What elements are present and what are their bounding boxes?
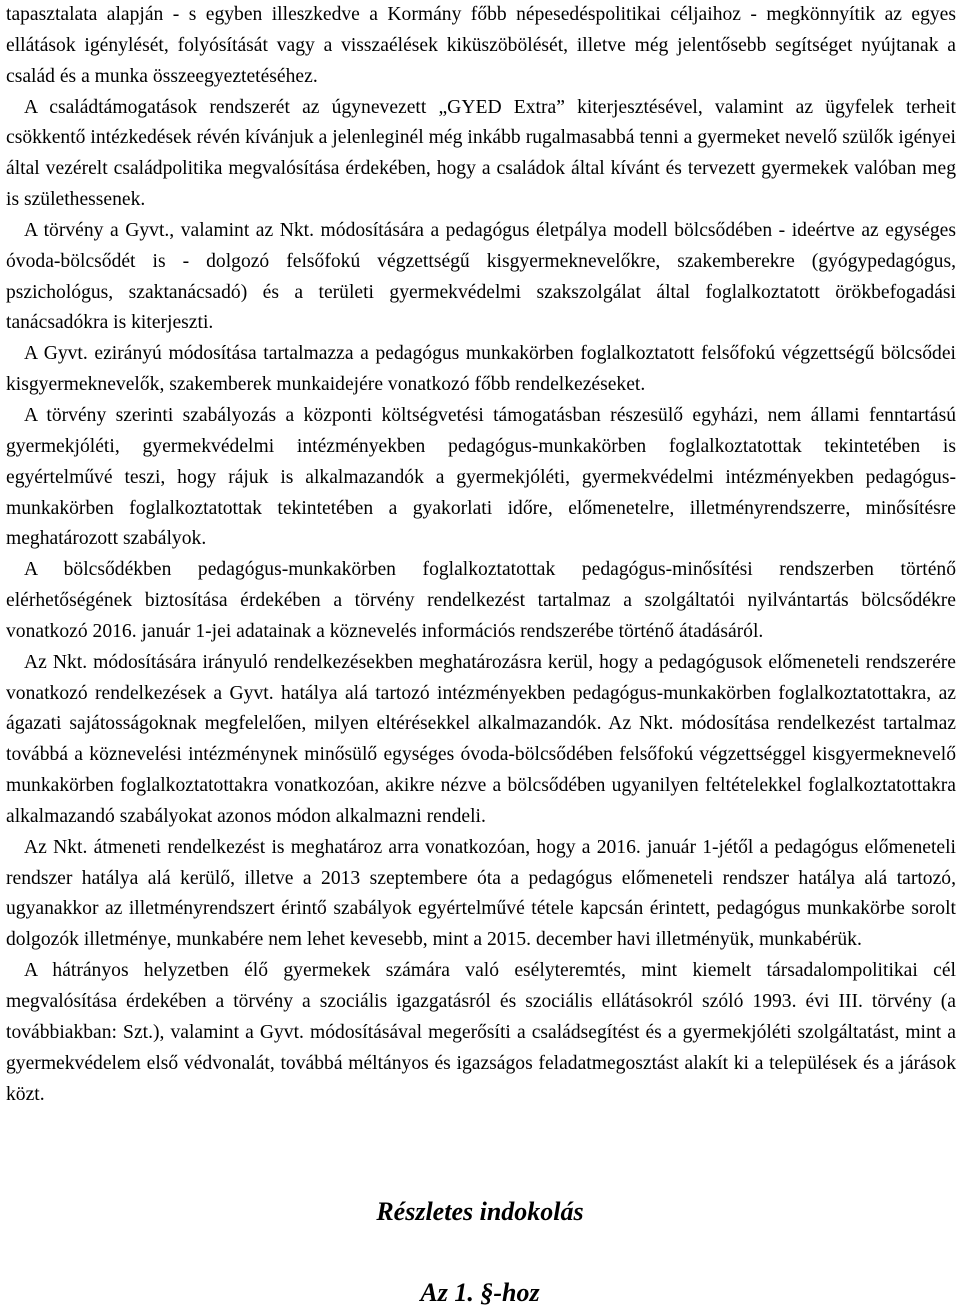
paragraph-continuation: tapasztalata alapján - s egyben illeszkedve a Kormány főbb népesedéspolitikai céljaihoz - megkönnyítik az egyes ellátások igénylését, folyósítását vagy a visszaélések kiküszöbölését, illetve még jelentősebb segítséget nyújtanak a család és a munka összeegyeztetéséhez. [6, 4, 956, 87]
document-page [6, 0, 956, 1110]
paragraph-transitional-provision: Az Nkt. átmeneti rendelkezést is meghatároz arra vonatkozóan, hogy a 2016. január 1-jétől a pedagógus előmeneteli rendszer hatálya alá kerülő, illetve a 2013 szeptembere óta a pedagógus előmeneteli rendszer hatálya alá tartozó, ugyanakkor az illetményrendszert érintő szabályok egyértelművé tétele kapcsán érintett, pedagógus munkakörbe sorolt dolgozók illetménye, munkabére nem lehet kevesebb, mint a 2015. december havi illetményük, munkabérük. [6, 836, 956, 951]
section-title: Részletes indokolás [376, 1197, 584, 1226]
paragraph-career-model: A törvény a Gyvt., valamint az Nkt. módosítására a pedagógus életpálya modell bölcsődében - ideértve az egységes óvoda-bölcsődét is - dolgozó felsőfokú végzettségű kisgyermeknevelőkre, szakemberekre (gyógypedagógus, pszichológus, szaktanácsadó) és a területi gyermekvédelmi szakszolgálat által foglalkoztatott örökbefogadási tanácsadókra is kiterjeszti. [6, 219, 956, 334]
paragraph-nkt-amendment: Az Nkt. módosítására irányuló rendelkezésekben meghatározásra kerül, hogy a pedagógusok előmeneteli rendszerére vonatkozó rendelkezések a Gyvt. hatálya alá tartozó intézményekben pedagógus-munkakörben foglalkoztatottakra, az ágazati sajátosságoknak megfelelően, milyen eltérésekkel alkalmazandók. Az Nkt. módosítása rendelkezést tartalmaz továbbá a köznevelési intézménynek minősülő egységes óvoda-bölcsődében felsőfokú végzettséggel kisgyermeknevelő munkakörben foglalkoztatottakra vonatkozóan, akikre nézve a bölcsődében ugyanilyen feltételekkel foglalkoztatottakra alkalmazandó szabályokat azonos módon alkalmazni rendeli. [6, 651, 956, 827]
paragraph-family-support: A családtámogatások rendszerét az úgynevezett „GYED Extra” kiterjesztésével, valamint az ügyfelek terheit csökkentő intézkedések révén kívánjuk a jelenleginél még inkább rugalmasabbá tenni a gyermeket nevelő szülők igényei által vezérelt családpolitika megvalósítása érdekében, hogy a családok által kívánt és tervezett gyermekek valóban meg is születhessenek. [6, 96, 956, 211]
paragraph-gyvt-amendment: A Gyvt. ezirányú módosítása tartalmazza a pedagógus munkakörben foglalkoztatott felsőfokú végzettségű bölcsődei kisgyermeknevelők, szakemberek munkaidejére vonatkozó főbb rendelkezéseket. [6, 343, 956, 396]
paragraph-regulation: A törvény szerinti szabályozás a központi költségvetési támogatásban részesülő egyházi, nem állami fenntartású gyermekjóléti, gyermekvédelmi intézményekben pedagógus-munkakörben foglalkoztatottak tekintetében is egyértelművé teszi, hogy rájuk is alkalmazandók a gyermekjóléti, gyermekvédelmi intézményekben pedagógus-munkakörben foglalkoztatottak tekintetében a gyakorlati időre, előmenetelre, illetményrendszerre, minősítésre meghatározott szabályok. [6, 404, 956, 550]
paragraph-nursery-qualification: A bölcsődékben pedagógus-munkakörben foglalkoztatottak pedagógus-minősítési rendszerben történő elérhetőségének biztosítása érdekében a törvény rendelkezést tartalmaz a szolgáltatói nyilvántartás bölcsődékre vonatkozó 2016. január 1-jei adatainak a köznevelés információs rendszerébe történő átadásáról. [6, 559, 956, 642]
subsection-title: Az 1. §-hoz [420, 1278, 540, 1307]
paragraph-equal-opportunity: A hátrányos helyzetben élő gyermekek számára való esélyteremtés, mint kiemelt társadalompolitikai cél megvalósítása érdekében a törvény a szociális igazgatásról és szociális ellátásokról szóló 1993. évi III. törvény (a továbbiakban: Szt.), valamint a Gyvt. módosításával megerősíti a családsegítést és a gyermekjóléti szolgáltatást, mint a gyermekvédelem első védvonalát, továbbá méltányos és igazságos feladatmegosztást alakít ki a települések és a járások közt. [6, 960, 956, 1105]
